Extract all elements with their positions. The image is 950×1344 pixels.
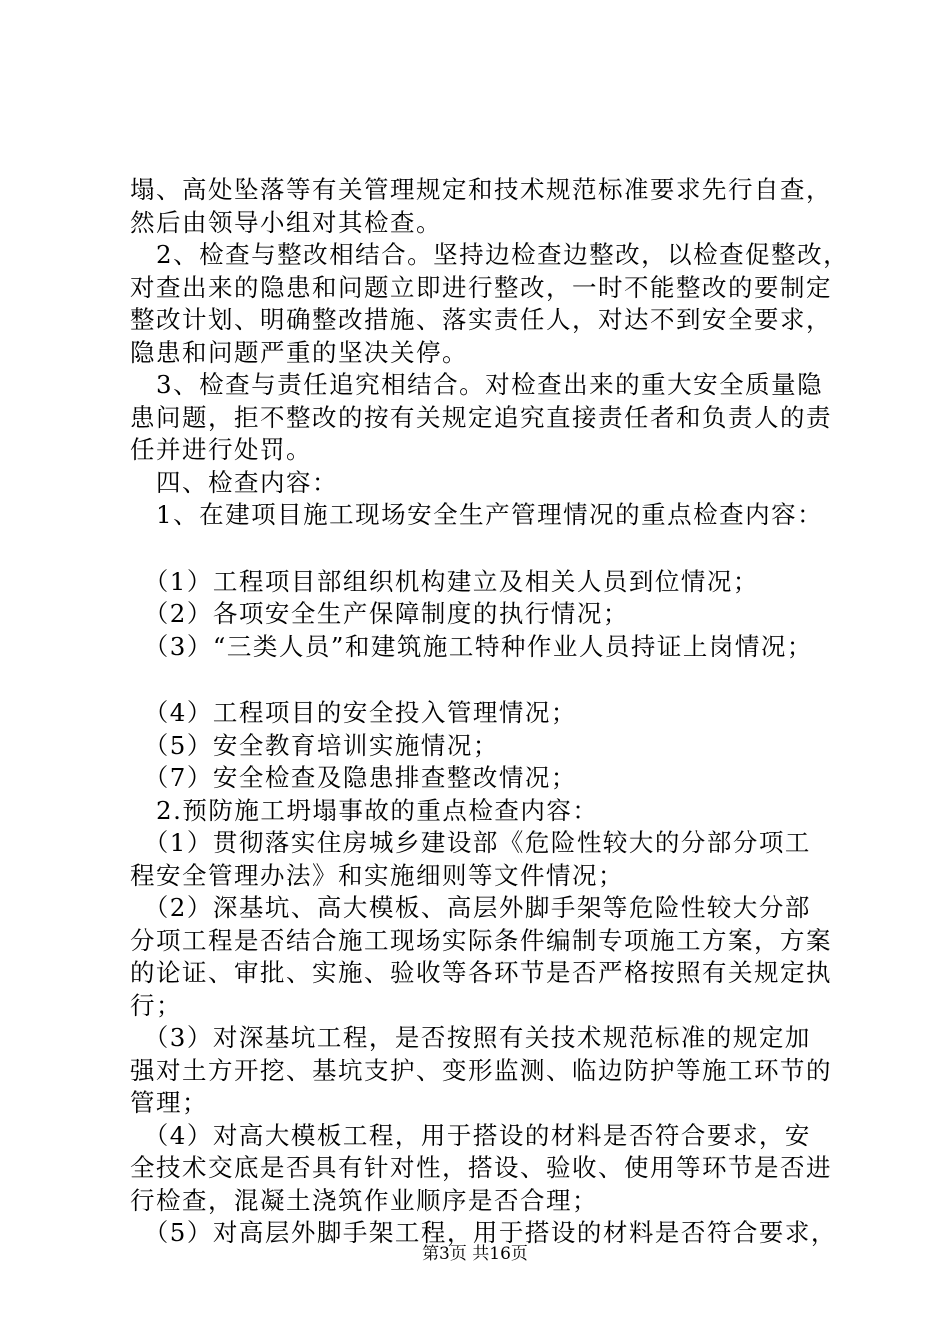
text-line: 分项工程是否结合施工现场实际条件编制专项施工方案，方案 — [130, 925, 832, 955]
document-body — [130, 174, 850, 1250]
text-line: 3、检查与责任追究相结合。对检查出来的重大安全质量隐 — [130, 370, 824, 399]
text-line: 任并进行处罚。 — [130, 435, 312, 464]
text-line: 1、在建项目施工现场安全生产管理情况的重点检查内容： — [130, 500, 824, 529]
blank-line — [130, 532, 842, 566]
text-line: （7）安全检查及隐患排查整改情况； — [130, 763, 577, 792]
text-line: 然后由领导小组对其检查。 — [130, 207, 442, 237]
text-line: （5）对高层外脚手架工程，用于搭设的材料是否符合要求， — [130, 1218, 837, 1247]
text-line: （2）各项安全生产保障制度的执行情况； — [130, 599, 629, 628]
text-line: 患问题，拒不整改的按有关规定追究直接责任者和负责人的责 — [130, 402, 832, 432]
text-line: （2）深基坑、高大模板、高层外脚手架等危险性较大分部 — [130, 893, 811, 922]
text-line: （4）工程项目的安全投入管理情况； — [130, 698, 577, 727]
text-line: 塌、高处坠落等有关管理规定和技术规范标准要求先行自查， — [130, 175, 832, 204]
text-line: 全技术交底是否具有针对性，搭设、验收、使用等环节是否进 — [130, 1153, 832, 1182]
text-line: 行检查，混凝土浇筑作业顺序是否合理； — [130, 1185, 598, 1215]
text-line: （1）工程项目部组织机构建立及相关人员到位情况； — [130, 566, 759, 596]
page-footer: 第3页 共16页 — [422, 1244, 528, 1264]
text-line: 对查出来的隐患和问题立即进行整改，一时不能整改的要制定 — [130, 272, 832, 302]
text-line: 的论证、审批、实施、验收等各环节是否严格按照有关规定执 — [130, 958, 832, 987]
text-line: （5）安全教育培训实施情况； — [130, 730, 499, 760]
text-line: 程安全管理办法》和实施细则等文件情况； — [130, 860, 624, 890]
text-line: 2.预防施工坍塌事故的重点检查内容： — [130, 795, 599, 825]
text-line: 行； — [130, 990, 182, 1020]
text-line: 管理； — [130, 1088, 208, 1117]
text-line: 整改计划、明确整改措施、落实责任人，对达不到安全要求， — [130, 305, 832, 334]
text-line: （1）贯彻落实住房城乡建设部《危险性较大的分部分项工 — [130, 828, 811, 857]
text-line: 隐患和问题严重的坚决关停。 — [130, 337, 468, 367]
text-line: 2、检查与整改相结合。坚持边检查边整改，以检查促整改， — [130, 240, 850, 269]
text-line: 四、检查内容： — [130, 467, 338, 497]
blank-line — [130, 663, 842, 697]
text-line: （3）“三类人员”和建筑施工特种作业人员持证上岗情况； — [130, 631, 813, 661]
text-line: 强对土方开挖、基坑支护、变形监测、临边防护等施工环节的 — [130, 1055, 832, 1085]
text-line: （3）对深基坑工程，是否按照有关技术规范标准的规定加 — [130, 1023, 811, 1052]
text-line: （4）对高大模板工程，用于搭设的材料是否符合要求，安 — [130, 1120, 811, 1150]
